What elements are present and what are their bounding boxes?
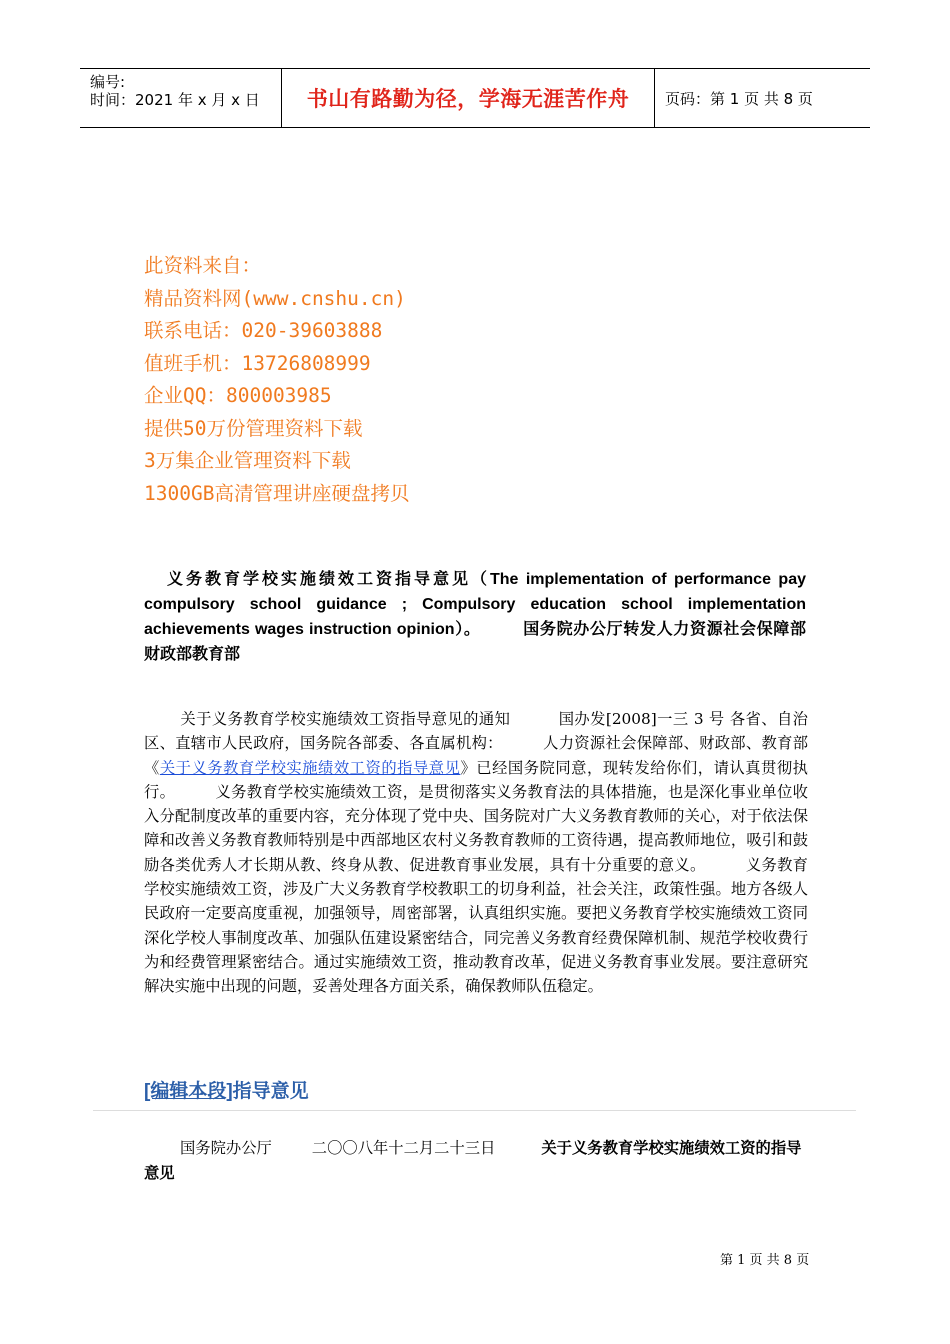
- ad-line: 提供50万份管理资料下载: [144, 416, 363, 440]
- notice-title: 关于义务教育学校实施绩效工资指导意见的通知: [180, 710, 511, 728]
- guidance-title: 关于义务教育学校实施绩效工资的指导意见: [144, 1139, 802, 1182]
- time-label: 时间：2021 年 x 月 x 日: [90, 91, 260, 109]
- section-title: 指导意见: [232, 1081, 309, 1102]
- page-info: 页码：第 1 页 共 8 页: [665, 89, 813, 108]
- ad-line: 联系电话：020-39603888: [144, 319, 383, 342]
- notice-paragraph: 义务教育学校实施绩效工资，是贯彻落实义务教育法的具体措施，也是深化事业单位收入分配制度改革的重要内容，充分体现了党中央、国务院对广大义务教育教师的关心，对于依法保障和改善义务教育教师特别是中西部地区农村义务教育教师的工资待遇，提高教师地位，吸引和鼓励各类优秀人才长期从教、终身从教、促进教育事业发展，具有十分重要的意义。: [144, 782, 808, 874]
- ad-line: 企业QQ：800003985: [144, 384, 332, 407]
- title-text: 义务教育学校实施绩效工资指导意见（The implementation of performance pay compulsory school guidance ; Compulsory education school implementation achievements wages instruction opinion）。: [144, 571, 806, 638]
- section-divider: [93, 1110, 856, 1111]
- ad-line: 3万集企业管理资料下载: [144, 449, 351, 472]
- ad-line: 精品资料网(www.cnshu.cn): [144, 286, 406, 310]
- document-title: [144, 567, 806, 667]
- notice-paragraph: 义务教育学校实施绩效工资，涉及广大义务教育学校教职工的切身利益，社会关注，政策性强。地方各级人民政府一定要高度重视，加强领导，周密部署，认真组织实施。要把义务教育学校实施绩效工资同深化学校人事制度改革、加强队伍建设紧密结合，同完善义务教育经费保障机制、规范学校收费行为和经费管理紧密结合。通过实施绩效工资，推动教育改革，促进义务教育事业发展。要注意研究解决实施中出现的问题，妥善处理各方面关系，确保教师队伍稳定。: [144, 855, 808, 996]
- issuing-office: 国务院办公厅: [180, 1139, 272, 1157]
- title-issuer: 国务院办公厅转发人力资源社会保障部财政部教育部: [144, 621, 806, 663]
- notice-number: 国办发[2008]一三 3 号: [558, 710, 725, 728]
- notice-body: [144, 707, 808, 999]
- ad-line: 1300GB高清管理讲座硬盘拷贝: [144, 481, 410, 505]
- guidance-link[interactable]: 关于义务教育学校实施绩效工资的指导意见: [159, 758, 461, 777]
- document-header: [80, 68, 870, 128]
- issue-date: 二〇〇八年十二月二十三日: [311, 1139, 496, 1157]
- guidance-intro: [144, 1136, 808, 1186]
- header-motto-cell: [282, 69, 655, 127]
- notice-text: 》已经国务院同意，现转发给你们，请认真贯彻执行。: [144, 758, 808, 801]
- ad-line: 值班手机：13726808999: [144, 351, 371, 375]
- ad-line: 此资料来自：: [144, 254, 262, 277]
- source-ad-block: [144, 250, 409, 510]
- notice-text: 人力资源社会保障部、财政部、教育部《: [144, 734, 808, 777]
- edit-section-link[interactable]: [编辑本段]: [144, 1081, 233, 1102]
- page-footer: 第 1 页 共 8 页: [720, 1253, 810, 1268]
- section-heading: [144, 1076, 309, 1103]
- number-label: 编号:: [90, 73, 126, 91]
- notice-recipients: 各省、自治区、直辖市人民政府，国务院各部委、各直属机构：: [144, 710, 808, 753]
- header-meta-cell: [80, 69, 282, 127]
- header-page-cell: [655, 69, 870, 127]
- motto: 书山有路勤为径，学海无涯苦作舟: [306, 87, 630, 111]
